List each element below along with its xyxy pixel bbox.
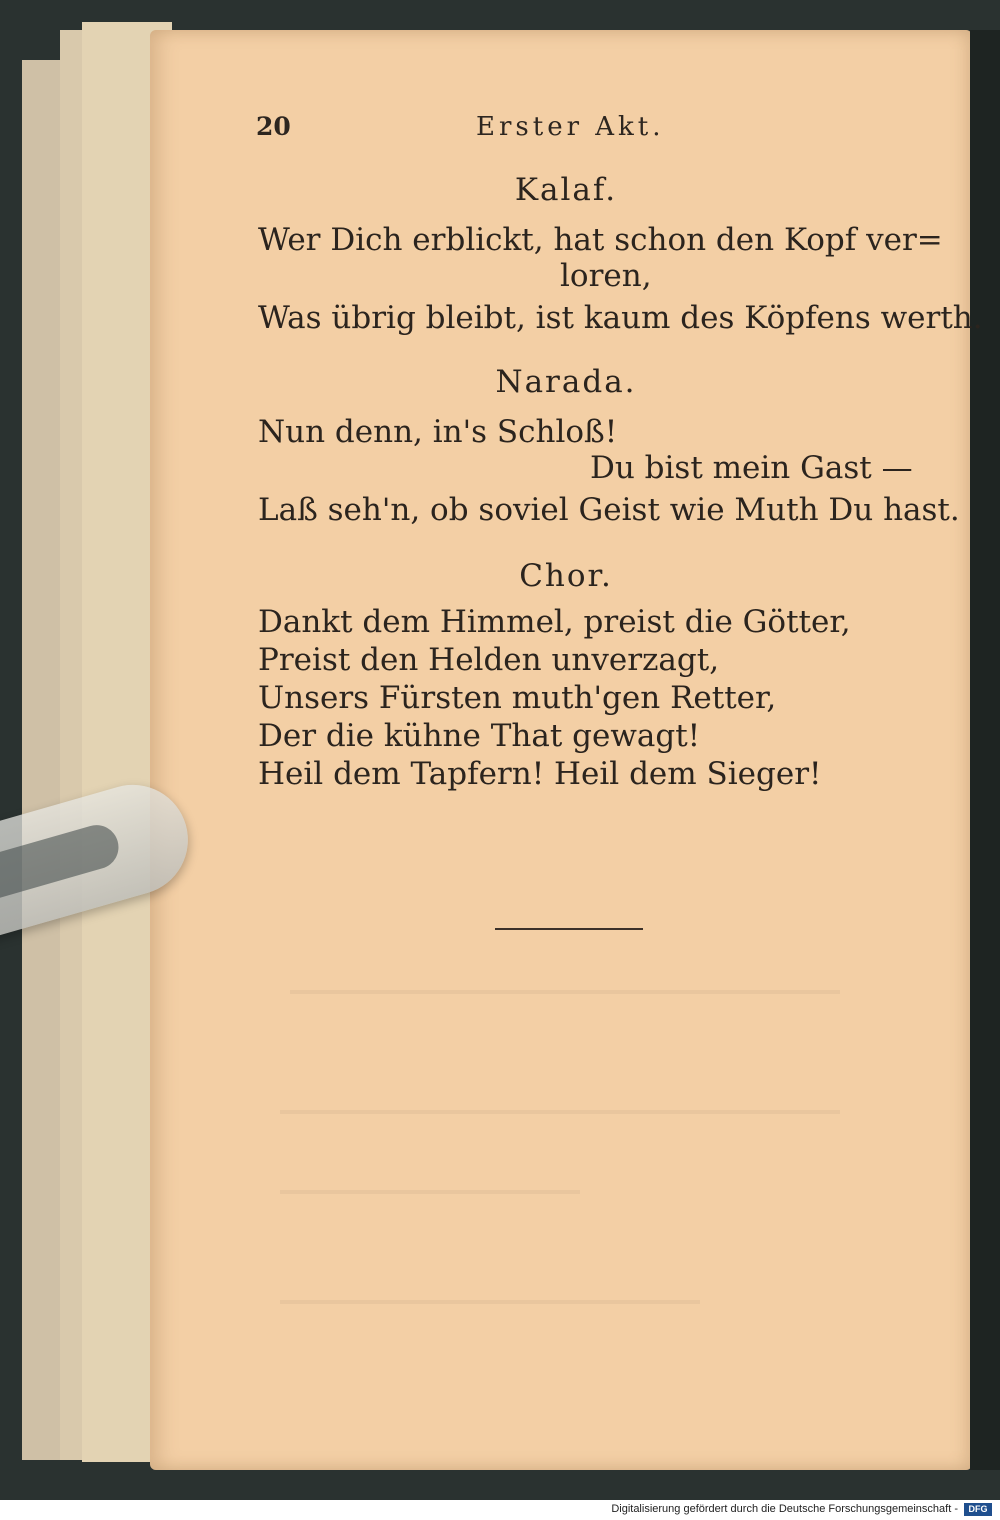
verse-line: Du bist mein Gast — [590, 450, 913, 486]
page-header [256, 112, 876, 152]
verse-line: loren, [560, 258, 652, 294]
running-head: Erster Akt. [476, 112, 665, 142]
dark-border [970, 30, 1000, 1470]
show-through-mark [280, 1110, 840, 1114]
verse-line: Was übrig bleibt, ist kaum des Köpfens werth. [258, 300, 983, 336]
verse-line: Unsers Fürsten muth'gen Retter, [258, 680, 777, 716]
verse-line: Wer Dich erblickt, hat schon den Kopf ver= [258, 222, 943, 258]
page-number: 20 [256, 112, 291, 141]
show-through-mark [280, 1300, 700, 1304]
verse-line: Heil dem Tapfern! Heil dem Sieger! [258, 756, 822, 792]
footer-bar [0, 1500, 1000, 1520]
verse-line: Laß seh'n, ob soviel Geist wie Muth Du hast. [258, 492, 960, 528]
dfg-logo-icon: DFG [964, 1503, 992, 1516]
verse-line: Nun denn, in's Schloß! [258, 414, 618, 450]
verse-line: Preist den Helden unverzagt, [258, 642, 720, 678]
verse-line: Dankt dem Himmel, preist die Götter, [258, 604, 851, 640]
verse-line: Der die kühne That gewagt! [258, 718, 701, 754]
section-divider [495, 928, 643, 930]
show-through-mark [290, 990, 840, 994]
speaker-name: Narada. [495, 364, 637, 400]
page-holder-shadow [0, 820, 124, 904]
speaker-name: Kalaf. [514, 172, 618, 208]
show-through-mark [280, 1190, 580, 1194]
funding-credit: Digitalisierung gefördert durch die Deutsche Forschungsgemeinschaft - [611, 1503, 958, 1515]
speaker-name: Chor. [519, 558, 613, 594]
